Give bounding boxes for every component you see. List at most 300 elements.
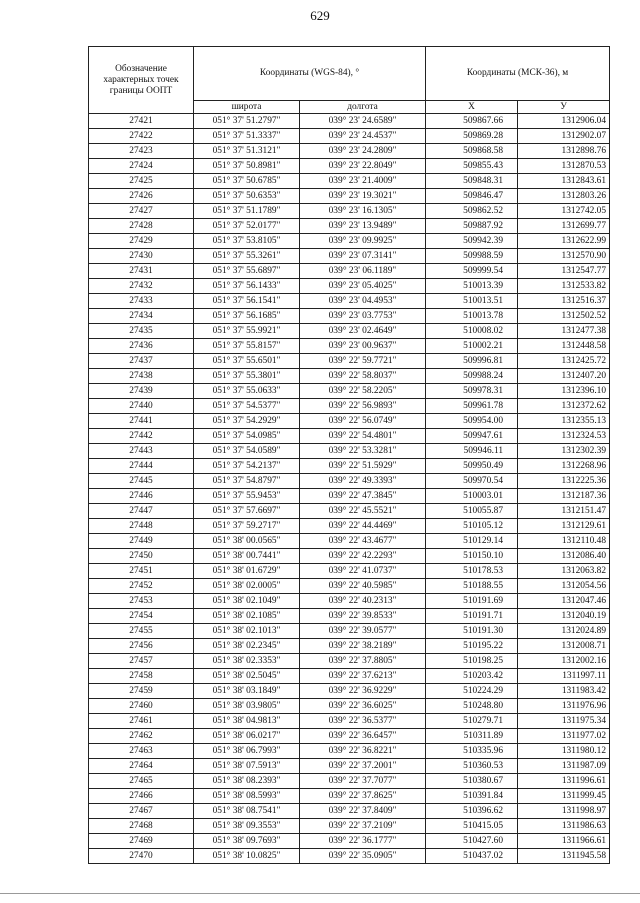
y-coordinate-cell: 1312906.04 — [518, 114, 610, 129]
x-coordinate-cell: 509942.39 — [426, 234, 518, 249]
y-coordinate-cell: 1312008.71 — [518, 639, 610, 654]
y-coordinate-cell: 1312898.76 — [518, 144, 610, 159]
longitude-cell: 039° 22' 37.8805" — [300, 654, 426, 669]
table-row — [89, 279, 610, 294]
y-coordinate-cell: 1311976.96 — [518, 699, 610, 714]
longitude-cell: 039° 22' 43.4677" — [300, 534, 426, 549]
x-coordinate-cell: 510055.87 — [426, 504, 518, 519]
latitude-cell: 051° 37' 55.8157" — [194, 339, 300, 354]
point-id-cell: 27456 — [89, 639, 194, 654]
y-coordinate-cell: 1311986.63 — [518, 819, 610, 834]
longitude-cell: 039° 22' 56.0749" — [300, 414, 426, 429]
point-id-cell: 27458 — [89, 669, 194, 684]
y-coordinate-cell: 1312302.39 — [518, 444, 610, 459]
table-row — [89, 294, 610, 309]
table-row — [89, 744, 610, 759]
x-coordinate-cell: 510013.78 — [426, 309, 518, 324]
y-coordinate-cell: 1312324.53 — [518, 429, 610, 444]
point-id-cell: 27441 — [89, 414, 194, 429]
x-coordinate-cell: 509996.81 — [426, 354, 518, 369]
latitude-cell: 051° 37' 59.2717" — [194, 519, 300, 534]
x-coordinate-cell: 510203.42 — [426, 669, 518, 684]
table-row — [89, 639, 610, 654]
table-row — [89, 594, 610, 609]
y-coordinate-cell: 1312407.20 — [518, 369, 610, 384]
y-coordinate-cell: 1312047.46 — [518, 594, 610, 609]
latitude-cell: 051° 38' 02.5045" — [194, 669, 300, 684]
point-id-cell: 27461 — [89, 714, 194, 729]
point-id-cell: 27448 — [89, 519, 194, 534]
table-row — [89, 474, 610, 489]
point-id-cell: 27439 — [89, 384, 194, 399]
latitude-cell: 051° 38' 00.7441" — [194, 549, 300, 564]
table-row — [89, 414, 610, 429]
y-coordinate-cell: 1312570.90 — [518, 249, 610, 264]
x-coordinate-cell: 509988.24 — [426, 369, 518, 384]
longitude-cell: 039° 23' 22.8049" — [300, 159, 426, 174]
latitude-cell: 051° 37' 56.1433" — [194, 279, 300, 294]
x-coordinate-cell: 509855.43 — [426, 159, 518, 174]
header-wgs84: Координаты (WGS-84), ° — [194, 47, 426, 101]
latitude-cell: 051° 37' 54.0589" — [194, 444, 300, 459]
table-row — [89, 654, 610, 669]
table-row — [89, 114, 610, 129]
longitude-cell: 039° 22' 49.3393" — [300, 474, 426, 489]
point-id-cell: 27429 — [89, 234, 194, 249]
x-coordinate-cell: 510335.96 — [426, 744, 518, 759]
point-id-cell: 27433 — [89, 294, 194, 309]
longitude-cell: 039° 23' 02.4649" — [300, 324, 426, 339]
longitude-cell: 039° 23' 05.4025" — [300, 279, 426, 294]
y-coordinate-cell: 1312547.77 — [518, 264, 610, 279]
x-coordinate-cell: 510437.02 — [426, 849, 518, 864]
table-row — [89, 819, 610, 834]
table-row — [89, 354, 610, 369]
point-id-cell: 27452 — [89, 579, 194, 594]
x-coordinate-cell: 509950.49 — [426, 459, 518, 474]
x-coordinate-cell: 510224.29 — [426, 684, 518, 699]
x-coordinate-cell: 509946.11 — [426, 444, 518, 459]
x-coordinate-cell: 509868.58 — [426, 144, 518, 159]
point-id-cell: 27454 — [89, 609, 194, 624]
point-id-cell: 27469 — [89, 834, 194, 849]
y-coordinate-cell: 1312054.56 — [518, 579, 610, 594]
y-coordinate-cell: 1312225.36 — [518, 474, 610, 489]
longitude-cell: 039° 23' 24.2809" — [300, 144, 426, 159]
table-row — [89, 489, 610, 504]
latitude-cell: 051° 38' 06.7993" — [194, 744, 300, 759]
point-id-cell: 27453 — [89, 594, 194, 609]
point-id-cell: 27465 — [89, 774, 194, 789]
table-row — [89, 849, 610, 864]
longitude-cell: 039° 23' 19.3021" — [300, 189, 426, 204]
table-row — [89, 159, 610, 174]
header-y: У — [518, 101, 610, 114]
point-id-cell: 27467 — [89, 804, 194, 819]
point-id-cell: 27449 — [89, 534, 194, 549]
latitude-cell: 051° 37' 51.1789" — [194, 204, 300, 219]
latitude-cell: 051° 37' 55.9921" — [194, 324, 300, 339]
table-row — [89, 234, 610, 249]
point-id-cell: 27443 — [89, 444, 194, 459]
point-id-cell: 27425 — [89, 174, 194, 189]
longitude-cell: 039° 22' 56.9893" — [300, 399, 426, 414]
x-coordinate-cell: 510248.80 — [426, 699, 518, 714]
latitude-cell: 051° 37' 54.8797" — [194, 474, 300, 489]
point-id-cell: 27422 — [89, 129, 194, 144]
point-id-cell: 27463 — [89, 744, 194, 759]
table-row — [89, 444, 610, 459]
x-coordinate-cell: 510191.69 — [426, 594, 518, 609]
table-row — [89, 144, 610, 159]
y-coordinate-cell: 1311977.02 — [518, 729, 610, 744]
latitude-cell: 051° 38' 02.0005" — [194, 579, 300, 594]
x-coordinate-cell: 509867.66 — [426, 114, 518, 129]
x-coordinate-cell: 509869.28 — [426, 129, 518, 144]
latitude-cell: 051° 37' 55.0633" — [194, 384, 300, 399]
y-coordinate-cell: 1312151.47 — [518, 504, 610, 519]
y-coordinate-cell: 1312129.61 — [518, 519, 610, 534]
latitude-cell: 051° 37' 57.6697" — [194, 504, 300, 519]
bottom-rule — [0, 893, 640, 894]
table-row — [89, 534, 610, 549]
table-row — [89, 789, 610, 804]
y-coordinate-cell: 1312024.89 — [518, 624, 610, 639]
x-coordinate-cell: 510191.30 — [426, 624, 518, 639]
point-id-cell: 27436 — [89, 339, 194, 354]
y-coordinate-cell: 1312355.13 — [518, 414, 610, 429]
latitude-cell: 051° 37' 54.2929" — [194, 414, 300, 429]
longitude-cell: 039° 22' 37.8409" — [300, 804, 426, 819]
point-id-cell: 27457 — [89, 654, 194, 669]
x-coordinate-cell: 509970.54 — [426, 474, 518, 489]
x-coordinate-cell: 509954.00 — [426, 414, 518, 429]
table-row — [89, 129, 610, 144]
latitude-cell: 051° 37' 56.1685" — [194, 309, 300, 324]
point-id-cell: 27424 — [89, 159, 194, 174]
latitude-cell: 051° 38' 10.0825" — [194, 849, 300, 864]
longitude-cell: 039° 23' 07.3141" — [300, 249, 426, 264]
y-coordinate-cell: 1312516.37 — [518, 294, 610, 309]
table-row — [89, 834, 610, 849]
longitude-cell: 039° 22' 37.2109" — [300, 819, 426, 834]
y-coordinate-cell: 1312040.19 — [518, 609, 610, 624]
point-id-cell: 27451 — [89, 564, 194, 579]
point-id-cell: 27455 — [89, 624, 194, 639]
latitude-cell: 051° 38' 02.2345" — [194, 639, 300, 654]
table-row — [89, 189, 610, 204]
latitude-cell: 051° 38' 04.9813" — [194, 714, 300, 729]
table-row — [89, 429, 610, 444]
x-coordinate-cell: 510178.53 — [426, 564, 518, 579]
latitude-cell: 051° 37' 54.5377" — [194, 399, 300, 414]
y-coordinate-cell: 1311997.11 — [518, 669, 610, 684]
latitude-cell: 051° 38' 01.6729" — [194, 564, 300, 579]
x-coordinate-cell: 510150.10 — [426, 549, 518, 564]
x-coordinate-cell: 510427.60 — [426, 834, 518, 849]
x-coordinate-cell: 510129.14 — [426, 534, 518, 549]
longitude-cell: 039° 22' 51.5929" — [300, 459, 426, 474]
y-coordinate-cell: 1312622.99 — [518, 234, 610, 249]
latitude-cell: 051° 37' 55.3261" — [194, 249, 300, 264]
longitude-cell: 039° 22' 39.0577" — [300, 624, 426, 639]
y-coordinate-cell: 1312396.10 — [518, 384, 610, 399]
latitude-cell: 051° 38' 02.1013" — [194, 624, 300, 639]
y-coordinate-cell: 1311983.42 — [518, 684, 610, 699]
point-id-cell: 27468 — [89, 819, 194, 834]
longitude-cell: 039° 22' 37.2001" — [300, 759, 426, 774]
table-row — [89, 759, 610, 774]
y-coordinate-cell: 1312843.61 — [518, 174, 610, 189]
y-coordinate-cell: 1312002.16 — [518, 654, 610, 669]
y-coordinate-cell: 1312063.82 — [518, 564, 610, 579]
x-coordinate-cell: 510105.12 — [426, 519, 518, 534]
table-row — [89, 399, 610, 414]
point-id-cell: 27432 — [89, 279, 194, 294]
longitude-cell: 039° 22' 42.2293" — [300, 549, 426, 564]
longitude-cell: 039° 22' 37.6213" — [300, 669, 426, 684]
point-id-cell: 27438 — [89, 369, 194, 384]
latitude-cell: 051° 37' 56.1541" — [194, 294, 300, 309]
longitude-cell: 039° 22' 40.2313" — [300, 594, 426, 609]
x-coordinate-cell: 509961.78 — [426, 399, 518, 414]
latitude-cell: 051° 38' 00.0565" — [194, 534, 300, 549]
point-id-cell: 27440 — [89, 399, 194, 414]
point-id-cell: 27435 — [89, 324, 194, 339]
y-coordinate-cell: 1312902.07 — [518, 129, 610, 144]
y-coordinate-cell: 1312742.05 — [518, 204, 610, 219]
y-coordinate-cell: 1311987.09 — [518, 759, 610, 774]
table-row — [89, 804, 610, 819]
point-id-cell: 27460 — [89, 699, 194, 714]
table-row — [89, 384, 610, 399]
y-coordinate-cell: 1312086.40 — [518, 549, 610, 564]
y-coordinate-cell: 1311966.61 — [518, 834, 610, 849]
y-coordinate-cell: 1312803.26 — [518, 189, 610, 204]
longitude-cell: 039° 22' 36.5377" — [300, 714, 426, 729]
latitude-cell: 051° 37' 54.0985" — [194, 429, 300, 444]
longitude-cell: 039° 22' 36.1777" — [300, 834, 426, 849]
latitude-cell: 051° 37' 53.8105" — [194, 234, 300, 249]
latitude-cell: 051° 37' 50.6353" — [194, 189, 300, 204]
longitude-cell: 039° 22' 53.3281" — [300, 444, 426, 459]
x-coordinate-cell: 510003.01 — [426, 489, 518, 504]
latitude-cell: 051° 37' 51.3121" — [194, 144, 300, 159]
y-coordinate-cell: 1311996.61 — [518, 774, 610, 789]
latitude-cell: 051° 38' 03.1849" — [194, 684, 300, 699]
y-coordinate-cell: 1311945.58 — [518, 849, 610, 864]
longitude-cell: 039° 22' 39.8533" — [300, 609, 426, 624]
longitude-cell: 039° 22' 59.7721" — [300, 354, 426, 369]
latitude-cell: 051° 38' 03.9805" — [194, 699, 300, 714]
longitude-cell: 039° 23' 21.4009" — [300, 174, 426, 189]
latitude-cell: 051° 37' 50.6785" — [194, 174, 300, 189]
latitude-cell: 051° 37' 52.0177" — [194, 219, 300, 234]
point-id-cell: 27421 — [89, 114, 194, 129]
table-row — [89, 564, 610, 579]
x-coordinate-cell: 509988.59 — [426, 249, 518, 264]
table-row — [89, 699, 610, 714]
latitude-cell: 051° 38' 09.7693" — [194, 834, 300, 849]
longitude-cell: 039° 22' 40.5985" — [300, 579, 426, 594]
latitude-cell: 051° 38' 02.3353" — [194, 654, 300, 669]
latitude-cell: 051° 38' 02.1049" — [194, 594, 300, 609]
latitude-cell: 051° 38' 06.0217" — [194, 729, 300, 744]
table-row — [89, 249, 610, 264]
header-msk36: Координаты (МСК-36), м — [426, 47, 610, 101]
x-coordinate-cell: 510198.25 — [426, 654, 518, 669]
longitude-cell: 039° 23' 03.7753" — [300, 309, 426, 324]
y-coordinate-cell: 1312477.38 — [518, 324, 610, 339]
table-row — [89, 549, 610, 564]
x-coordinate-cell: 509999.54 — [426, 264, 518, 279]
longitude-cell: 039° 22' 44.4469" — [300, 519, 426, 534]
latitude-cell: 051° 37' 55.6897" — [194, 264, 300, 279]
x-coordinate-cell: 510195.22 — [426, 639, 518, 654]
table-row — [89, 684, 610, 699]
table-header-row — [89, 47, 610, 101]
header-longitude: долгота — [300, 101, 426, 114]
longitude-cell: 039° 23' 13.9489" — [300, 219, 426, 234]
longitude-cell: 039° 22' 41.0737" — [300, 564, 426, 579]
table-row — [89, 669, 610, 684]
x-coordinate-cell: 510391.84 — [426, 789, 518, 804]
point-id-cell: 27428 — [89, 219, 194, 234]
longitude-cell: 039° 22' 54.4801" — [300, 429, 426, 444]
x-coordinate-cell: 510279.71 — [426, 714, 518, 729]
point-id-cell: 27442 — [89, 429, 194, 444]
longitude-cell: 039° 22' 36.9229" — [300, 684, 426, 699]
latitude-cell: 051° 38' 07.5913" — [194, 759, 300, 774]
table-row — [89, 609, 610, 624]
point-id-cell: 27446 — [89, 489, 194, 504]
point-id-cell: 27450 — [89, 549, 194, 564]
longitude-cell: 039° 22' 35.0905" — [300, 849, 426, 864]
longitude-cell: 039° 22' 36.6457" — [300, 729, 426, 744]
x-coordinate-cell: 509978.31 — [426, 384, 518, 399]
longitude-cell: 039° 23' 09.9925" — [300, 234, 426, 249]
x-coordinate-cell: 510013.51 — [426, 294, 518, 309]
x-coordinate-cell: 510311.89 — [426, 729, 518, 744]
longitude-cell: 039° 23' 06.1189" — [300, 264, 426, 279]
page-number: 629 — [310, 8, 330, 23]
point-id-cell: 27423 — [89, 144, 194, 159]
longitude-cell: 039° 23' 24.6589" — [300, 114, 426, 129]
x-coordinate-cell: 510002.21 — [426, 339, 518, 354]
y-coordinate-cell: 1312110.48 — [518, 534, 610, 549]
x-coordinate-cell: 510188.55 — [426, 579, 518, 594]
latitude-cell: 051° 37' 50.8981" — [194, 159, 300, 174]
point-id-cell: 27426 — [89, 189, 194, 204]
longitude-cell: 039° 23' 16.1305" — [300, 204, 426, 219]
table-row — [89, 504, 610, 519]
y-coordinate-cell: 1311998.97 — [518, 804, 610, 819]
longitude-cell: 039° 22' 36.6025" — [300, 699, 426, 714]
latitude-cell: 051° 37' 55.9453" — [194, 489, 300, 504]
longitude-cell: 039° 22' 58.2205" — [300, 384, 426, 399]
latitude-cell: 051° 38' 08.5993" — [194, 789, 300, 804]
x-coordinate-cell: 510008.02 — [426, 324, 518, 339]
y-coordinate-cell: 1311975.34 — [518, 714, 610, 729]
x-coordinate-cell: 509848.31 — [426, 174, 518, 189]
table-row — [89, 174, 610, 189]
point-id-cell: 27444 — [89, 459, 194, 474]
y-coordinate-cell: 1311980.12 — [518, 744, 610, 759]
header-latitude: широта — [194, 101, 300, 114]
x-coordinate-cell: 510396.62 — [426, 804, 518, 819]
point-id-cell: 27437 — [89, 354, 194, 369]
y-coordinate-cell: 1312372.62 — [518, 399, 610, 414]
point-id-cell: 27464 — [89, 759, 194, 774]
point-id-cell: 27445 — [89, 474, 194, 489]
longitude-cell: 039° 22' 58.8037" — [300, 369, 426, 384]
latitude-cell: 051° 38' 02.1085" — [194, 609, 300, 624]
x-coordinate-cell: 510191.71 — [426, 609, 518, 624]
longitude-cell: 039° 22' 37.7077" — [300, 774, 426, 789]
y-coordinate-cell: 1312448.58 — [518, 339, 610, 354]
x-coordinate-cell: 509862.52 — [426, 204, 518, 219]
table-row — [89, 459, 610, 474]
latitude-cell: 051° 37' 55.3801" — [194, 369, 300, 384]
longitude-cell: 039° 22' 37.8625" — [300, 789, 426, 804]
table-row — [89, 774, 610, 789]
longitude-cell: 039° 22' 36.8221" — [300, 744, 426, 759]
longitude-cell: 039° 22' 47.3845" — [300, 489, 426, 504]
table-row — [89, 204, 610, 219]
y-coordinate-cell: 1312425.72 — [518, 354, 610, 369]
table-row — [89, 519, 610, 534]
header-point-label: Обозначение характерных точек границы ООПТ — [89, 47, 194, 114]
x-coordinate-cell: 510415.05 — [426, 819, 518, 834]
point-id-cell: 27434 — [89, 309, 194, 324]
latitude-cell: 051° 38' 08.2393" — [194, 774, 300, 789]
y-coordinate-cell: 1312502.52 — [518, 309, 610, 324]
point-id-cell: 27459 — [89, 684, 194, 699]
coordinates-table — [88, 46, 610, 864]
x-coordinate-cell: 510360.53 — [426, 759, 518, 774]
table-row — [89, 264, 610, 279]
longitude-cell: 039° 22' 45.5521" — [300, 504, 426, 519]
table-row — [89, 339, 610, 354]
y-coordinate-cell: 1312533.82 — [518, 279, 610, 294]
latitude-cell: 051° 38' 08.7541" — [194, 804, 300, 819]
point-id-cell: 27462 — [89, 729, 194, 744]
table-row — [89, 324, 610, 339]
latitude-cell: 051° 38' 09.3553" — [194, 819, 300, 834]
longitude-cell: 039° 23' 24.4537" — [300, 129, 426, 144]
table-row — [89, 369, 610, 384]
y-coordinate-cell: 1312187.36 — [518, 489, 610, 504]
point-id-cell: 27447 — [89, 504, 194, 519]
longitude-cell: 039° 22' 38.2189" — [300, 639, 426, 654]
point-id-cell: 27427 — [89, 204, 194, 219]
y-coordinate-cell: 1312268.96 — [518, 459, 610, 474]
latitude-cell: 051° 37' 54.2137" — [194, 459, 300, 474]
latitude-cell: 051° 37' 55.6501" — [194, 354, 300, 369]
x-coordinate-cell: 510013.39 — [426, 279, 518, 294]
table-row — [89, 624, 610, 639]
x-coordinate-cell: 509887.92 — [426, 219, 518, 234]
x-coordinate-cell: 510380.67 — [426, 774, 518, 789]
point-id-cell: 27470 — [89, 849, 194, 864]
x-coordinate-cell: 509846.47 — [426, 189, 518, 204]
point-id-cell: 27430 — [89, 249, 194, 264]
point-id-cell: 27431 — [89, 264, 194, 279]
table-row — [89, 729, 610, 744]
longitude-cell: 039° 23' 04.4953" — [300, 294, 426, 309]
longitude-cell: 039° 23' 00.9637" — [300, 339, 426, 354]
table-row — [89, 309, 610, 324]
